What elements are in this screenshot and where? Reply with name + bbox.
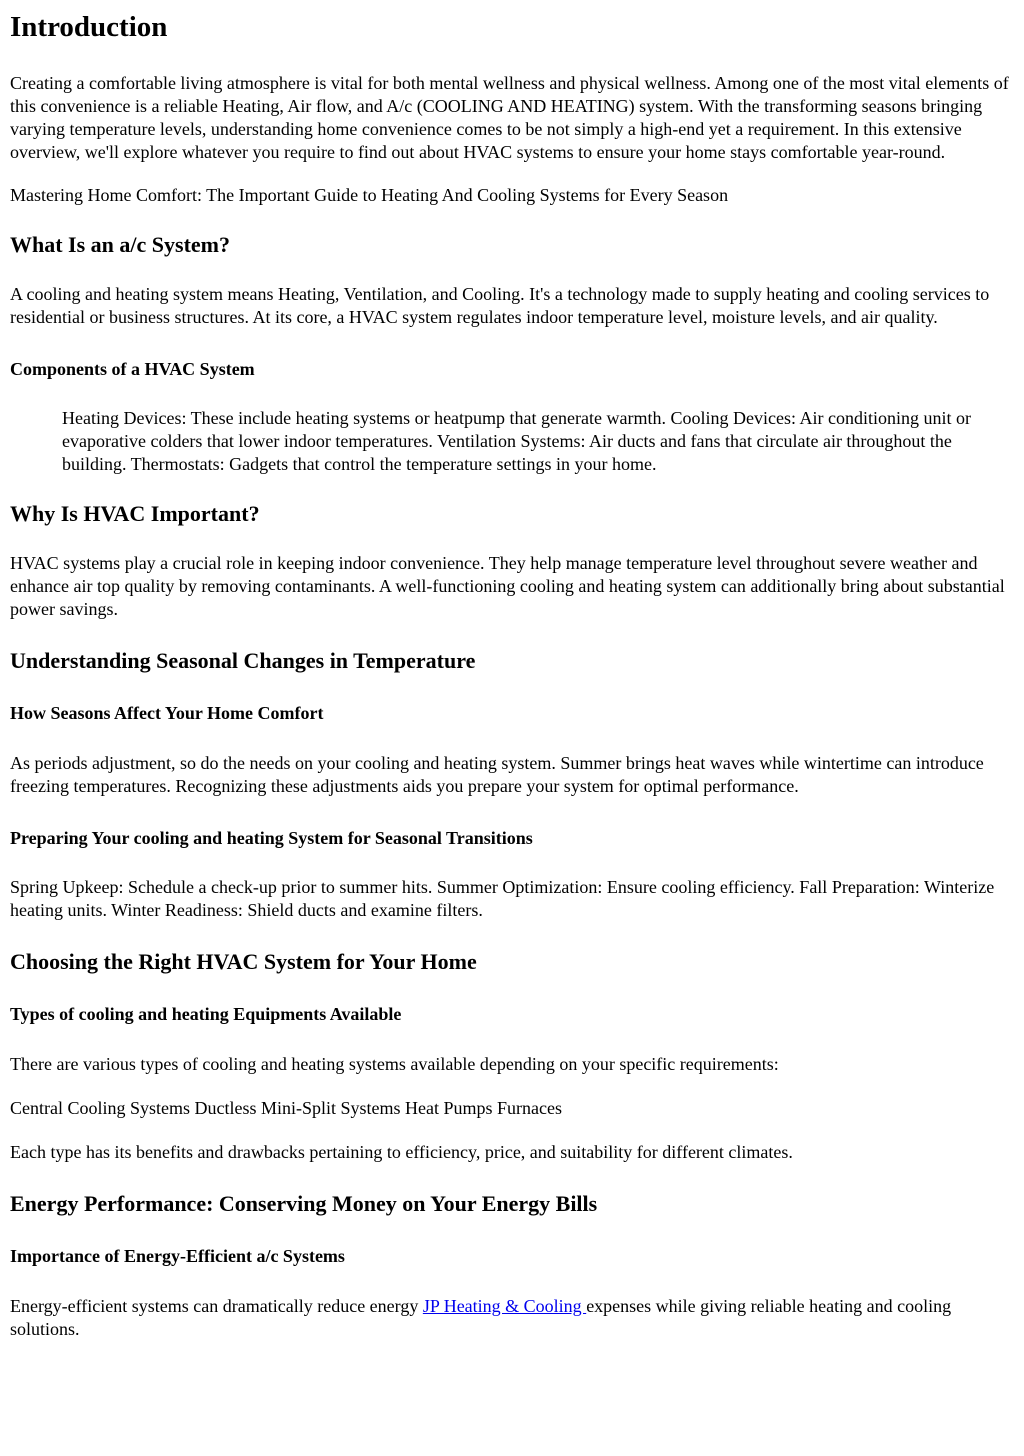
types-summary-paragraph: Each type has its benefits and drawbacks pertaining to efficiency, price, and suitability for different climates. xyxy=(10,1142,793,1162)
energy-paragraph xyxy=(10,1295,1016,1341)
heading-what-is-ac: What Is an a/c System? xyxy=(10,232,231,257)
article xyxy=(0,10,1024,1341)
heading-energy-performance: Energy Performance: Conserving Money on Your Energy Bills xyxy=(10,1191,598,1216)
energy-text-before: Energy-efficient systems can dramatically reduce energy xyxy=(10,1296,423,1316)
preparing-paragraph: Spring Upkeep: Schedule a check-up prior to summer hits. Summer Optimization: Ensure cooling efficiency. Fall Preparation: Winterize heating units. Winter Readiness: Shield ducts and examine filters. xyxy=(10,877,995,920)
types-intro-paragraph: There are various types of cooling and heating systems available depending on your specific requirements: xyxy=(10,1054,779,1074)
heading-seasonal-changes: Understanding Seasonal Changes in Temperature xyxy=(10,648,476,673)
heading-how-seasons: How Seasons Affect Your Home Comfort xyxy=(10,703,324,723)
what-paragraph: A cooling and heating system means Heating, Ventilation, and Cooling. It's a technology made to supply heating and cooling services to residential or business structures. At its core, a HVAC system regulates indoor temperature level, moisture levels, and air quality. xyxy=(10,284,990,327)
heading-preparing: Preparing Your cooling and heating System for Seasonal Transitions xyxy=(10,828,533,848)
heading-types: Types of cooling and heating Equipments Available xyxy=(10,1004,402,1024)
why-paragraph: HVAC systems play a crucial role in keeping indoor convenience. They help manage temperature level throughout severe weather and enhance air top quality by removing contaminants. A well-functioning cooling and heating system can additionally bring about substantial power savings. xyxy=(10,553,1005,619)
types-list-paragraph: Central Cooling Systems Ductless Mini-Split Systems Heat Pumps Furnaces xyxy=(10,1098,562,1118)
energy-text-after: expenses while giving reliable heating and cooling solutions. xyxy=(10,1296,952,1339)
page-title: Introduction xyxy=(10,11,168,43)
jp-heating-cooling-link[interactable]: JP Heating & Cooling xyxy=(422,1296,587,1316)
heading-choosing-system: Choosing the Right HVAC System for Your Home xyxy=(10,949,477,974)
intro-paragraph: Creating a comfortable living atmosphere is vital for both mental wellness and physical wellness. Among one of the most vital elements of this convenience is a reliable Heating, Air flow, and A/c (COOLING AND HEATING) system. With the transforming seasons bringing varying temperature levels, understanding home convenience comes to be not simply a high-end yet a requirement. In this extensive overview, we'll explore whatever you require to find out about HVAC systems to ensure your home stays comfortable year-round. xyxy=(10,73,1009,162)
intro-subtitle: Mastering Home Comfort: The Important Guide to Heating And Cooling Systems for Every Season xyxy=(10,185,729,205)
heading-why-hvac: Why Is HVAC Important? xyxy=(10,501,260,526)
how-seasons-paragraph: As periods adjustment, so do the needs on your cooling and heating system. Summer brings heat waves while wintertime can introduce freezing temperatures. Recognizing these adjustments aids you prepare your system for optimal performance. xyxy=(10,753,984,796)
heading-importance-efficient: Importance of Energy-Efficient a/c Systems xyxy=(10,1246,345,1266)
components-list: Heating Devices: These include heating systems or heatpump that generate warmth. Cooling Devices: Air conditioning unit or evaporative colders that lower indoor temperatures. Ventilation Systems: Air ducts and fans that circulate air throughout the building. Thermostats: Gadgets that control the temperature settings in your home. xyxy=(62,408,971,474)
heading-components: Components of a HVAC System xyxy=(10,359,255,379)
